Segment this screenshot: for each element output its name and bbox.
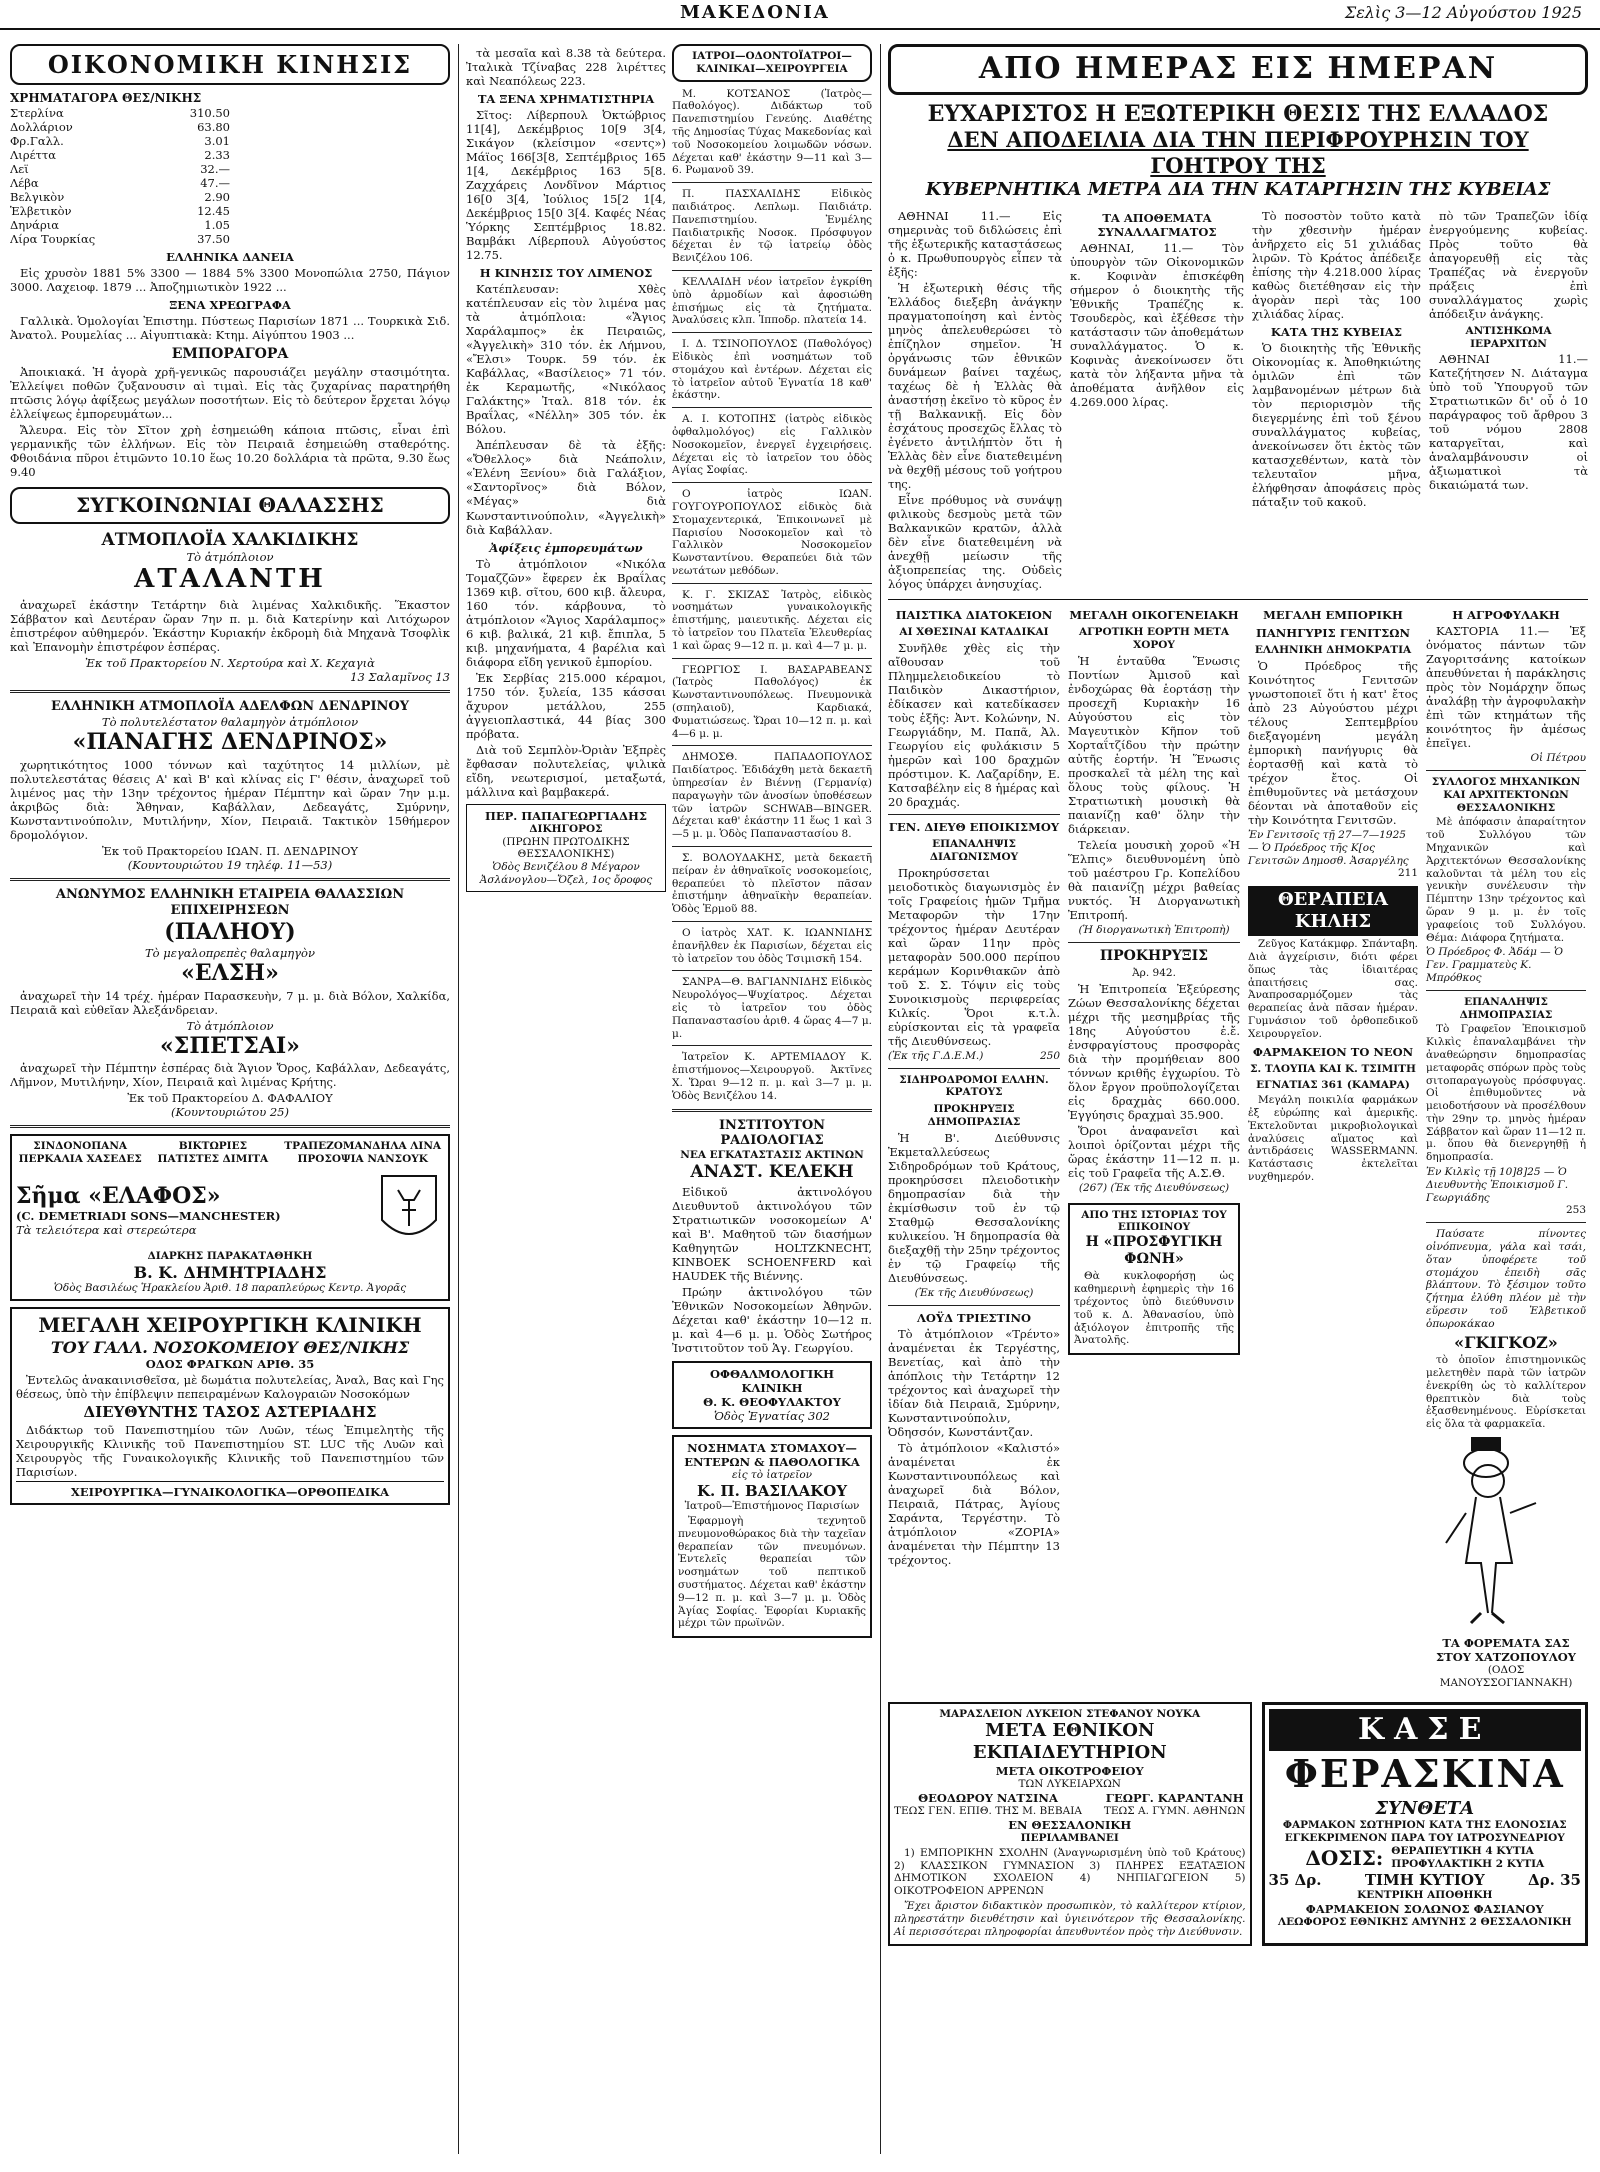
rate-value: 2.90 — [204, 189, 230, 204]
refugee-voice-text: Θὰ κυκλοφορήσῃ ὡς καθημερινὴ ἐφημερὶς τὴν 16 τρέχοντος ὑπὸ διεύθυνσιν τοῦ κ. Δ. Ἀθανασίου, ὑπὸ ἀξιόλογον ἐπιτροπῆς τῆς Ἀνατολῆς. — [1074, 1270, 1234, 1347]
lyceum-person-2-title: ΤΕΩΣ Α. ΓΥΜΝ. ΑΘΗΝΩΝ — [1103, 1805, 1246, 1818]
headline-1: ΕΥΧΑΡΙΣΤΟΣ Η ΕΞΩΤΕΡΙΚΗ ΘΕΣΙΣ ΤΗΣ ΕΛΛΑΔΟΣ — [927, 100, 1549, 127]
divider — [672, 583, 872, 584]
feraskina-dose-2: ΠΡΟΦΥΛΑΚΤΙΚΗ 2 ΚΥΤΙΑ — [1391, 1857, 1545, 1870]
divider — [672, 658, 872, 659]
rate-currency: Λεϊ — [10, 161, 29, 176]
ship3-address: (Κουντουριώτου 25) — [171, 1105, 289, 1120]
settlement-note: (Ἐκ τῆς Γ.Δ.Ε.Μ.) — [888, 1049, 984, 1062]
officers-text: ΑΘΗΝΑΙ 11.— Κατεζήτησεν Ν. Διάταγμα ὑπὸ τοῦ Ὑπουργοῦ τῶν Στρατιωτικῶν δι' οὗ ὁ 10 παράγραφος τοῦ ἄρθρου 3 τοῦ νόμου 2808 καταργεῖται, καὶ ἀναλαμβάνουσιν οἱ ἀξιωματικοὶ τὰ δικαιώματά των. — [1428, 352, 1588, 493]
doctor-entry: Ι. Δ. ΤΣΙΝΟΠΟΥΛΟΣ (Παθολόγος) Εἰδικὸς ἐπὶ νοσημάτων τοῦ στομάχου καὶ ἐντέρων. Δέχεται εἰς τὸ ἰατρεῖον αὐτοῦ Ἐγνατία 18 καθ' ἑκάστην. — [672, 338, 872, 402]
rate-row — [10, 148, 230, 162]
rate-row — [10, 120, 230, 134]
settlement-heading: ΓΕΝ. ΔΙΕΥΘ ΕΠΟΙΚΙΣΜΟΥ — [888, 820, 1060, 835]
gambling-heading: ΚΑΤΑ ΤΗΣ ΚΥΒΕΙΑΣ — [1270, 324, 1402, 339]
headline-2: ΔΕΝ ΑΠΟΔΕΙΛΙΑ ΔΙΑ ΤΗΝ ΠΕΡΙΦΡΟΥΡΗΣΙΝ ΤΟΥ ΓΟΗΤΡΟΥ ΤΗΣ — [947, 127, 1529, 179]
lyceum-text-2: Ἔχει ἄριστον διδακτικὸν προσωπικὸν, τὸ καλλίτερον κτίριον, πληρεστάτην διευθέτησιν καὶ ὑγιεινότερον τῆς Θεσσαλονίκης. Αἱ περισσότεραι πληροφορίαι ἀπευθυντέον πρὸς τὴν Διεύθυνσιν. — [894, 1899, 1246, 1938]
family-fest-note: (Ἡ διοργανωτικὴ Ἐπιτροπὴ) — [1078, 923, 1230, 936]
procurement-heading: ΠΡΟΚΗΡΥΞΙΣ — [1099, 947, 1209, 964]
rate-currency: Στερλίνα — [10, 105, 64, 120]
elafos-company: (C. DEMETRIADI SONS—MANCHESTER) — [16, 1209, 281, 1224]
page-date: Σελὶς 3—12 Αὐγούστου 1925 — [1344, 3, 1582, 22]
fair-signature: Ἐν Γενιτσοῖς τῇ 27—7—1925 — Ὁ Πρόεδρος τῆς Κ[ος Γενιτσῶν Δημοσθ. Ἀσαργέλης — [1248, 829, 1409, 867]
foreign-securities-heading: ΞΕΝΑ ΧΡΕΩΓΡΑΦΑ — [169, 298, 291, 313]
column-divider — [458, 44, 459, 2154]
clinic-director-text: Διδάκτωρ τοῦ Πανεπιστημίου τῶν Λυῶν, τέως Ἐπιμελητὴς τῆς Χειρουργικῆς Κλινικῆς τοῦ Πανεπιστημίου ST. LUC τῆς Λυῶν καὶ Χειρουργὸς τῆς Γυναικολογικῆς Κλινικῆς τοῦ Πανεπιστημίου τῶν Παρισίων. — [16, 1423, 444, 1480]
engineers-signature: Ὁ Πρόεδρος Φ. Ἀδάμ — Ὁ Γεν. Γραμματεὺς Κ. Μπρόθκος — [1426, 946, 1563, 984]
divider — [672, 182, 872, 183]
lawyer-name: ΠΕΡ. ΠΑΠΑΓΕΩΡΓΙΑΔΗΣ — [484, 808, 648, 823]
settlement-number: 250 — [1039, 1049, 1060, 1062]
reserves-heading: ΤΑ ΑΠΟΘΕΜΑΤΑ ΣΥΝΑΛΛΑΓΜΑΤΟΣ — [1097, 210, 1217, 239]
rate-value: 2.33 — [204, 147, 230, 162]
feraskina-depot: ΚΕΝΤΡΙΚΗ ΑΠΟΘΗΚΗ — [1357, 1888, 1493, 1901]
lyceum-sub: ΜΕΤΑ ΕΘΝΙΚΟΝ ΕΚΠΑΙΔΕΥΤΗΡΙΟΝ — [972, 1720, 1167, 1764]
ship3-company: (ΠΑΛΗΟΥ) — [164, 918, 296, 945]
clothes-line-3: (ΟΔΟΣ ΜΑΝΟΥΣΣΟΓΙΑΝΝΑΚΗ) — [1439, 1663, 1573, 1689]
foreign-securities-text: Γαλλικὰ. Ὁμολογίαι Ἐπιστημ. Πύστεως Παρισίων 1871 ... Τουρκικὰ Σιδ. Ἀνατολ. Ρουμελίας ... Αἰγυπτιακὰ: Κτημ. Αἰγύπτου 1903 ... — [10, 314, 450, 343]
clinic-subheading: ΤΟΥ ΓΑΛΛ. ΝΟΣΟΚΟΜΕΙΟΥ ΘΕΣ/ΝΙΚΗΣ — [50, 1337, 410, 1357]
doctor-entry: Κ. Γ. ΣΚΙΖΑΣ Ἰατρὸς, εἰδικὸς νοσημάτων γυναικολογικῆς ἐπιστήμης, μαιευτικῆς. Δέχεται εἰς τὸ ἰατρεῖον του Πλατεῖα Ἐλευθερίας 1 καὶ ὥρας 9—12 π. μ. καὶ 4—7 μ. μ. — [672, 588, 872, 652]
radiology-text: Εἰδικοῦ ἀκτινολόγου Διευθυντοῦ ἀκτινολόγου τῶν Στρατιωτικῶν νοσοκομείων Α' καὶ Β'. Μαθητοῦ τῶν διασήμων Καθηγητῶν HOLTZKNECHT, KINBOEK SCHOENFERD καὶ HAUDEK τῆς Βιέννης. — [672, 1184, 872, 1283]
clinic-text: Ἐντελῶς ἀνακαινισθεῖσα, μὲ δωμάτια πολυτελείας, Ἀναλ, Βας καὶ Γης θέσεως, ὑπὸ τὴν ἐπίβλεψιν πεπειραμένων Καλογραιῶν Νοσοκόμων — [16, 1373, 444, 1402]
page-header — [0, 0, 1600, 30]
doctor-entry: Ο ἰατρὸς ΧΑΤ. Κ. ΙΩΑΝΝΙΔΗΣ ἐπανῆλθεν ἐκ Παρισίων, δέχεται εἰς τὸ ἰατρεῖον του ὁδὸς Τσιμισκῆ 154. — [672, 927, 872, 965]
ship3-name: «ΕΛΣΗ» — [181, 959, 279, 986]
news-subcolumn-b — [1068, 604, 1240, 1690]
procurement-number: Ἀρ. 942. — [1132, 966, 1176, 979]
lawyer-title: ΔΙΚΗΓΟΡΟΣ — [529, 822, 603, 835]
clinic-director: ΔΙΕΥΘΥΝΤΗΣ ΤΑΣΟΣ ΑΣΤΕΡΙΑΔΗΣ — [83, 1403, 377, 1422]
rate-currency: Δολλάριον — [10, 119, 73, 134]
divider — [672, 1045, 872, 1046]
railway-sub: ΠΡΟΚΗΡΥΞΙΣ ΔΗΜΟΠΡΑΣΙΑΣ — [927, 1103, 1021, 1129]
lawyer-ad — [466, 804, 666, 892]
gingko-text: Παύσατε πίνοντες οἰνόπνευμα, γάλα καὶ τσάι, ὅταν ὑποφέρετε τοῦ στομάχου ἐπειδὴ σᾶς βλάπτουν. Τὸ ξέσιμον τοῦτο ζήτημα ἐλύθη πλέον μὲ τὴν εὕρεσιν τοῦ Ἑλβετικοῦ ὀπωροκάκαο — [1426, 1228, 1586, 1330]
fair-number: 211 — [1397, 867, 1418, 880]
doctor-entry: Μ. ΚΟΤΣΑΝΟΣ (Ἰατρὸς—Παθολόγος). Διδάκτωρ τοῦ Πανεπιστημίου Γενεύης. Διαθέτης τῆς Δημοσίας Τύχας Μακεδονίας καὶ τοῦ Νοσοκομείου λοιμωδῶν νόσων. Δέχεται καθ' ἑκάστην 9—11 καὶ 3—6. Ρωμανοῦ 39. — [672, 87, 872, 177]
doctors-list — [672, 88, 872, 1103]
family-fest-text-2: Τελεία μουσικὴ χοροῦ «Ἡ Ἕλπις» διευθυνομένη ὑπὸ τοῦ μαέστρου Γρ. Κοπελίδου θὰ παιανίζῃ μέχρι βαθείας νυκτός. Ἡ Διοργανωτικὴ Ἐπιτροπή. — [1068, 837, 1240, 922]
eye-clinic-ad — [672, 1361, 872, 1429]
doctor-entry: Σ. ΒΟΛΟΥΔΑΚΗΣ, μετὰ δεκαετῆ πείραν ἐν ἀθηναϊκοῖς νοσοκομείοις, θεραπεύει τὸ πλεῖστον πᾶσαν ἐπιστήμην ἀθηναϊκὴν θεραπείαν. Ὁδὸς Ἑρμοῦ 88. — [672, 852, 872, 916]
eye-clinic-heading: ΟΦΘΑΛΜΟΛΟΓΙΚΗ ΚΛΙΝΙΚΗ — [710, 1367, 834, 1396]
lower-news-row — [888, 599, 1588, 1690]
feraskina-sub: ΣΥΝΘΕΤΑ — [1375, 1797, 1475, 1819]
lead-text: ΑΘΗΝΑΙ 11.— Εἰς σημερινὰς τοῦ διδλώσεις ἐπὶ τῆς ἐξωτερικῆς καταστάσεως ὁ κ. Πρωθυπουργὸς εἶπεν τὰ ἑξῆς: — [888, 208, 1062, 279]
harbor-text: Κατέπλευσαν: Χθὲς κατέπλευσαν εἰς τὸν λιμένα μας τὰ ἀτμόπλοια: «Ἅγιος Χαράλαμπος» ἐκ Πειραιῶς, «Ἀγγελικὴ» 310 τόν. ἐκ Λήμνου, «Ἔλσι» Τουρκ. 59 τόν. ἐκ Καβάλλας, «Βασίλειος» 71 τόν. ἐκ Κεραμωτῆς, «Νικόλαος Γαλάκτης» Ἰταλ. 818 τόν. ἐκ Βραΐλας, «Νέλλη» 305 τόν. ἐκ Βόλου. — [466, 282, 666, 437]
harbor-text-2: Ἀπέπλευσαν δὲ τὰ ἐξῆς: «Ὄθελλος» διὰ Νεάπολιν, «Ἑλένη Ξενίου» διὰ Γαλάξιον, «Σαντορῖνος» διὰ Βόλον, «Μέγας» διὰ Κωνσταντινούπολιν, «Ἀγγελικὴ» διὰ Καβάλλαν. — [466, 438, 666, 537]
feraskina-price-b: Δρ. 35 — [1528, 1870, 1581, 1889]
clinic-footer: ΧΕΙΡΟΥΡΓΙΚΑ—ΓΥΝΑΙΚΟΛΟΓΙΚΑ—ΟΡΘΟΠΕΔΙΚΑ — [16, 1481, 444, 1499]
lyceum-text: 1) ΕΜΠΟΡΙΚΗΝ ΣΧΟΛΗΝ (Ἀναγνωρισμένη ὑπὸ τοῦ Κράτους) 2) ΚΛΑΣΣΙΚΟΝ ΓΥΜΝΑΣΙΟΝ 3) ΠΛΗΡΕΣ ΕΞΑΤΑΞΙΟΝ ΔΗΜΟΤΙΚΟΝ ΣΧΟΛΕΙΟΝ 4) ΝΗΠΙΑΓΩΓΕΙΟΝ 5) ΟΙΚΟΤΡΟΦΕΙΟΝ ΑΡΡΕΝΩΝ — [894, 1846, 1246, 1898]
ship3-sub: Τὸ μεγαλοπρεπὲς θαλαμηγὸν — [145, 945, 315, 960]
reserves-text: ΑΘΗΝΑΙ, 11.— Τὸν ὑπουργὸν τῶν Οἰκονομικῶν κ. Κοφινὰν ἐπισκέφθη σήμερον ὁ διοικητὴς τῆς Ἐθνικῆς Τραπέζης κ. Τσουδερὸς, καὶ ἐξέθεσε τὴν κατάστασιν τῶν ἀποθεμάτων συναλλάγματος. Ὁ κ. Κοφινὰς ἀνεκοίνωσεν ὅτι κατὰ τὸν λήξαντα μῆνα τὰ ἀποθέματα ἀνῆλθον εἰς 4.269.000 λίρας. — [1069, 240, 1244, 409]
surgical-clinic-ad — [10, 1307, 450, 1505]
ship2-heading: ΕΛΛΗΝΙΚΗ ΑΤΜΟΠΛΟΪΑ ΑΔΕΛΦΩΝ ΔΕΝΔΡΙΝΟΥ — [50, 699, 410, 715]
divider — [672, 270, 872, 271]
news-area — [888, 44, 1588, 2164]
doctor-entry: ΓΕΩΡΓΙΟΣ Ι. ΒΑΣΑΡΑΒΕΑΝΣ (Ἰατρὸς Παθολόγος) ἐκ Κωνσταντινουπόλεως. Πνευμονικὰ (σπηλαιοῦ), Καρδιακά, Φυματιώσεως. Ὥραι 10—12 π. μ. καὶ 4—6 μ. μ. — [672, 663, 872, 740]
elafos-ad — [10, 1134, 450, 1301]
railway-note: (Ἐκ τῆς Διευθύνσεως) — [914, 1286, 1034, 1299]
bottom-ads-row — [888, 1696, 1588, 1953]
lyceum-person-1: ΘΕΟΔΩΡΟΥ ΝΑΤΣΙΝΑ — [918, 1791, 1058, 1806]
cargo-heading: Ἀφίξεις ἐμπορευμάτων — [489, 540, 643, 555]
rate-value: 37.50 — [197, 232, 230, 247]
fair-text: Ὁ Πρόεδρος τῆς Κοινότητος Γενιτσῶν γνωστοποιεῖ ὅτι ἡ κατ' ἔτος ἀπὸ 23 Αὐγούστου μέχρι τέλους Σεπτεμβρίου διεξαγομένη μεγάλη ἐμπορικὴ πανήγυρις θὰ ἑορτασθῇ καὶ κατὰ τὸ τρέχον ἔτος. Οἱ ἐπιθυμοῦντες νὰ μετάσχουν δέονται νὰ ἀποταθοῦν εἰς τὴν Κοινότητα Γενιτσῶν. — [1248, 658, 1418, 828]
feraskina-brand: ΦΕΡΑΣΚΙΝΑ — [1284, 1751, 1565, 1797]
trade-heading: ΕΜΠΟΡΑΓΟΡΑ — [171, 346, 289, 363]
auction-signature: Ἐν Κιλκὶς τῇ 10]8]25 — Ὁ Διευθυντὴς Ἐποικισμοῦ Γ. Γεωργιάδης — [1426, 1166, 1569, 1204]
clothes-line-2: ΣΤΟΥ ΧΑΤΖΟΠΟΥΛΟΥ — [1436, 1649, 1576, 1664]
gingko-name: «ΓΚΙΓΚΟΖ» — [1454, 1332, 1558, 1352]
pharmacy-owners: Σ. ΤΛΟΥΠΑ ΚΑΙ Κ. ΤΣΙΜΙΤΗ — [1250, 1062, 1416, 1075]
rate-row — [10, 190, 230, 204]
lyceum-person-1-title: ΤΕΩΣ ΓΕΝ. ΕΠΙΘ. ΤΗΣ Μ. ΒΕΒΑΙΑ — [894, 1805, 1082, 1818]
vasilakos-sub: εἰς τὸ ἰατρεῖον — [731, 1469, 813, 1482]
elafos-dealer: Β. Κ. ΔΗΜΗΤΡΙΑΔΗΣ — [133, 1262, 327, 1282]
lyceum-heading: ΜΑΡΑΣΛΕΙΟΝ ΛΥΚΕΙΟΝ ΣΤΕΦΑΝΟΥ ΝΟΥΚΑ — [939, 1707, 1201, 1720]
divider — [672, 846, 872, 847]
bonds-heading: ΕΛΛΗΝΙΚΑ ΔΑΝΕΙΑ — [166, 250, 294, 265]
divider — [672, 745, 872, 746]
auction-heading: ΕΠΑΝΑΛΗΨΙΣ ΔΗΜΟΠΡΑΣΙΑΣ — [1459, 995, 1553, 1021]
feraskina-pharmacy: ΦΑΡΜΑΚΕΙΟΝ ΣΟΛΩΝΟΣ ΦΑΣΙΑΝΟΥ — [1305, 1901, 1544, 1916]
elafos-products-3: ΤΡΑΠΕΖΟΜΑΝΔΗΛΑ ΛΙΝΑ ΠΡΟΣΟΨΙΑ ΝΑΝΣΟΥΚ — [284, 1140, 442, 1166]
rate-value: 47.— — [200, 175, 230, 190]
fair-sub: ΠΑΝΗΓΥΡΙΣ ΓΕΝΙΤΣΩΝ — [1256, 626, 1410, 641]
doctor-entry: Π. ΠΑΣΧΑΛΙΔΗΣ Εἰδικὸς παιδιάτρος. Λεπλωμ. Παιδιάτρ. Πανεπιστημίου. Ἐνμέλης Παιδιατρικῆς Νοσοκ. Πρόσφυγον δέχεται ἐν τῷ ἰατρείῳ ὁδὸς Βενιζέλου 106. — [672, 188, 872, 265]
gambling-text: Ὁ διοικητὴς τῆς Ἐθνικῆς Οἰκονομίας κ. Ἀποθηκιώτης ὁμιλῶν ἐπὶ τῶν λαμβανομένων μέτρων διὰ τὸν περιορισμὸν τῆς διεγερμένης ἐπὶ τοῦ ξένου συναλλάγματος κυβείας, ἀνεκοίνωσεν ὅτι ἐκτὸς τῶν κατασχεθέντων, κατὰ τὸν τελευταῖον μῆνα, ἐλήφθησαν ἀποφάσεις πρὸς πάταξιν τοῦ κακοῦ. — [1251, 340, 1421, 509]
gingko-text-2: τὸ ὁποῖον ἐπιστημονικῶς μελετηθὲν παρὰ τῶν ἰατρῶν ἐνεκρίθη ὡς τὸ καλλίτερον θρεπτικὸν διὰ τοὺς ἐξασθενημένους. Εὑρίσκεται εἰς ὅλα τὰ φαρμακεῖα. — [1426, 1354, 1586, 1431]
market-continuation: τὰ μεσαῖα καὶ 8.38 τὰ δεύτερα. Ἰταλικὰ Τζίναβας 228 λιρέττες καὶ Νεαπόλεως 223. — [466, 46, 666, 89]
rate-currency: Λίρα Τουρκίας — [10, 232, 96, 247]
rate-currency: Λιρέττα — [10, 147, 57, 162]
procurement-note: (267) (Ἐκ τῆς Διευθύνσεως) — [1078, 1181, 1230, 1194]
radiology-doctor: ΑΝΑΣΤ. ΚΕΛΕΚΗ — [690, 1162, 854, 1183]
ship1-address: 13 Σαλαμῖνος 13 — [350, 670, 450, 685]
ship3-text: ἀναχωρεῖ τὴν 14 τρέχ. ἡμέραν Παρασκευὴν, 7 μ. μ. διὰ Βόλον, Χαλκίδα, Πειραιᾶ καὶ εὐθεῖαν Ἀλεξάνδρειαν. — [10, 988, 450, 1017]
news-banner: ΑΠΟ ΗΜΕΡΑΣ ΕΙΣ ΗΜΕΡΑΝ — [888, 44, 1588, 95]
rate-row — [10, 204, 230, 218]
divider — [672, 332, 872, 333]
juvenile-court-sub: ΑΙ ΧΘΕΣΙΝΑΙ ΚΑΤΑΔΙΚΑΙ — [899, 626, 1049, 639]
rate-currency: Ἑλβετικὸν — [10, 204, 72, 218]
radiology-text-2: Πρώην ἀκτινολόγου τῶν Ἐθνικῶν Νοσοκομείων Ἀθηνῶν. Δέχεται καθ' ἑκάστην 10—12 π. μ. καὶ 4—6 μ. μ. Ὁδὸς Σωτήρος Ἰνστιτοῦτον τοῦ Ἁγ. Γεωργίου. — [672, 1284, 872, 1355]
trieste-heading: ΛΟΫΔ ΤΡΙΕΣΤΙΝΟ — [916, 1310, 1032, 1325]
auction-number: 253 — [1565, 1204, 1586, 1217]
lyceum-person-2: ΓΕΩΡΓ. ΚΑΡΑΝΤΑΝΗ — [1105, 1791, 1244, 1806]
lyceum-ad — [888, 1702, 1252, 1947]
elafos-mark: Σῆμα «ΕΛΑΦΟΣ» — [16, 1182, 221, 1209]
cargo-text: Τὸ ἀτμόπλοιον «Νικόλα Τομαζζῶν» ἔφερεν ἐκ Βραΐλας 1369 κιβ. σῖτου, 600 κιβ. ἄλευρα, 160 τόν. κάρβουνα, τὸ ἀτμόπλοιον «Ἅγιος Χαράλαμπος» 6 κιβ. βαλικά, 21 κιβ. ἔπιπλα, 5 κιβ. μηχανήματα, 4 βαρέλια καὶ διάφορα εἴδη γενικοῦ ἐμπορίου. — [466, 556, 666, 669]
ship1-agent: Ἐκ τοῦ Πρακτορείου Ν. Χερτούρα καὶ Χ. Κεχαγιὰ — [85, 656, 375, 671]
ship3-name-2: «ΣΠΕΤΣΑΙ» — [160, 1032, 300, 1059]
ship1-text: ἀναχωρεῖ ἑκάστην Τετάρτην διὰ λιμένας Χαλκιδικῆς. Ἕκαστον Σάββατον καὶ Δευτέραν ὥραν 7ην π. μ. διὰ Κατερίνην καὶ Λιτόχωρον ἐπιστρέφον αὐθημερόν. Ἑκάστην Κυριακήν ἐκδρομὴ διὰ Μηχανὰ Τσοφλὶκ καὶ Ἐπανομὴν ἐπιστρέφον ἑσπέρας. — [10, 598, 450, 655]
settlement-text: Προκηρύσσεται μειοδοτικὸς διαγωνισμὸς ἐν τοῖς Γραφείοις ἡμῶν Τμῆμα Μεταφορῶν τὴν 17ην τρέχοντος ἡμέραν Δευτέραν καὶ ὥραν 11ην πρὸς μεταφορὰν 500.000 περίπου κεράμων Κορινθιακῶν ἀπὸ τοῦ Σ. Σ. Τόψιν εἰς τοὺς Συνοικισμοὺς περιφερείας Κιλκίς. Ὅροι κ.τ.λ. εὑρίσκονται εἰς τὰ γραφεῖα τῆς Διευθύνσεως. — [888, 865, 1060, 1048]
ship2-name: «ΠΑΝΑΓΗΣ ΔΕΝΔΡΙΝΟΣ» — [72, 729, 388, 756]
clinic-heading: ΜΕΓΑΛΗ ΧΕΙΡΟΥΡΓΙΚΗ ΚΛΙΝΙΚΗ — [38, 1313, 422, 1338]
cargo-text-3: Διὰ τοῦ Σεμπλὸν-Ὀριὰν Ἐξπρὲς ἔφθασαν πολυτελείας, ψιλικὰ εἴδη, νεωτερισμοί, μεταξωτά, μάλλινα καὶ βαμβακερά. — [466, 742, 666, 799]
column-economy — [10, 44, 450, 2164]
rate-row — [10, 232, 230, 246]
exchange-rates-table — [10, 106, 230, 246]
divider — [672, 407, 872, 408]
refugee-voice-head: ΑΠΟ ΤΗΣ ΙΣΤΟΡΙΑΣ ΤΟΥ ΕΠΙΚΟΙΝΟΥ — [1081, 1208, 1227, 1234]
dandy-figure-icon — [1426, 1433, 1576, 1633]
elafos-products — [16, 1140, 444, 1166]
feraskina-price-a: 35 Δρ. — [1268, 1870, 1322, 1889]
section-economy-title: ΟΙΚΟΝΟΜΙΚΗ ΚΙΝΗΣΙΣ — [10, 44, 450, 85]
doctor-entry: ΚΕΛΛΑΙΔΗ νέον ἰατρεῖον ἐγκρίθη ὑπὸ ἀρμοδίων καὶ ἀφοσιώθη ἐπισήμως εἰς τὰ ζητήματα. Ἀναλύσεις κλπ. Ἰπποδρ. πλατεία 14. — [672, 275, 872, 327]
rate-currency: Βελγικὸν — [10, 189, 65, 204]
rate-value: 3.01 — [204, 133, 230, 148]
feraskina-address: ΛΕΩΦΟΡΟΣ ΕΘΝΙΚΗΣ ΑΜΥΝΗΣ 2 ΘΕΣΣΑΛΟΝΙΚΗ — [1278, 1915, 1572, 1928]
vasilakos-doctor: Κ. Π. ΒΑΣΙΛΑΚΟΥ — [696, 1481, 848, 1500]
harbor-heading: Η ΚΙΝΗΣΙΣ ΤΟΥ ΛΙΜΕΝΟΣ — [479, 266, 653, 281]
vasilakos-ad — [672, 1435, 872, 1638]
news-subcolumn-a — [888, 604, 1060, 1690]
elafos-depot: ΔΙΑΡΚΗΣ ΠΑΡΑΚΑΤΑΘΗΚΗ — [147, 1250, 313, 1263]
rate-value: 12.45 — [197, 204, 230, 218]
market-heading: ΧΡΗΜΑΤΑΓΟΡΑ ΘΕΣ/ΝΙΚΗΣ — [10, 91, 202, 106]
refugee-voice-ad — [1068, 1203, 1240, 1356]
medical-section-heading: ΙΑΤΡΟΙ—ΟΔΟΝΤΟΪΑΤΡΟΙ—ΚΛΙΝΙΚΑΙ—ΧΕΙΡΟΥΡΓΕΙΑ — [672, 44, 872, 82]
ship3-sub-2: Τὸ ἀτμόπλοιον — [186, 1018, 274, 1033]
ship2-agent: Ἐκ τοῦ Πρακτορείου ΙΩΑΝ. Π. ΔΕΝΔΡΙΝΟΥ — [102, 844, 358, 859]
auction-text: Τὸ Γραφεῖον Ἐποικισμοῦ Κιλκὶς ἐπαναλαμβάνει τὴν ἀναθεώρησιν δημοπρασίας μεταφορᾶς σπόρων πρὸς τοὺς σιτοπαραγωγοὺς πρόσφυγας. Οἱ ἐπιθυμοῦντες νὰ μειοδοτήσουν νὰ προσέλθουν τὴν 29ην τρ. μηνὸς ἡμέραν Σάββατον καὶ ὥραν 11—12 π. μ. ὅπου θὰ διενεργηθῇ ἡ δημοπρασία. — [1426, 1023, 1586, 1164]
elafos-address: Ὁδὸς Βασιλέως Ἡρακλείου Ἀριθ. 18 παραπλεύρως Κεντρ. Ἀγορᾶς — [53, 1282, 407, 1295]
rate-value: 32.— — [200, 161, 230, 176]
doctor-entry: Ο ἰατρὸς ΙΩΑΝ. ΓΟΥΓΟΥΡΟΠΟΥΛΟΣ εἰδικὸς διὰ Στομαχεντερικά, Ἐπικοινωνεῖ μὲ Παρισίου Νοσοκομεῖον καὶ τὸ Γαλλικὸν Νοσοκομεῖον Κωνσταντίνου. Θεραπεύει διὰ τῶν νεωτάτων μεθόδων. — [672, 488, 872, 577]
bonds-text: Εἰς χρυσὸν 1881 5% 3300 — 1884 5% 3300 Μονοπώλια 2750, Πάγιον 3000. Λαχειοφ. 1879 ... Ἀποζημιωτικὸν 1922 ... — [10, 266, 450, 295]
railway-text: Ἡ Β'. Διεύθυνσις Ἐκμεταλλεύσεως Σιδηροδρόμων τοῦ Κράτους, προκηρύσσει πλειοδοτικὴν δημοπρασίαν διὰ τὴν ἐκμίσθωσιν τοῦ ἐν τῷ Σταθμῷ Θεσσαλονίκης κυλικείου. Ἡ δημοπρασία θὰ διεξαχθῇ τὴν 25ην τρέχοντος ἐν τῷ Γραφείῳ τῆς Διευθύνσεως. — [888, 1130, 1060, 1285]
doctor-entry: Ἰατρεῖον Κ. ΑΡΤΕΜΙΑΔΟΥ Κ. ἐπιστήμονος—Χειρουργοῦ. Ἀκτῖνες Χ. Ὥραι 9—12 π. μ. καὶ 3—7 μ. μ. Ὁδὸς Βενιζέλου 14. — [672, 1051, 872, 1102]
reserves-text-2: Τὸ ποσοστὸν τοῦτο κατὰ τὴν χθεσινὴν ἡμέραν ἀνῆρχετο εἰς 51 χιλιάδας λιρῶν. Τὸ Κράτος ἀπέδειξε ἐπίσης τὴν 4.218.000 λίρας καθὼς διετέθησαν εἰς τὴν ἀγορὰν περὶ τὰς 100 χιλιάδας λίρας. — [1251, 208, 1421, 321]
trieste-text: Τὸ ἀτμόπλοιον «Τρέντο» ἀναμένεται ἐκ Τεργέστης, Βενετίας, καὶ ἀπὸ τὴν ἀπόπλοις τὴν Τετάρτην 12 τρέχοντος καὶ ἀναχωρεῖ τὴν ἰδίαν διὰ Πειραιᾶ, Σμύρνην, Κωνσταντινούπολιν, Ὀδησσόν, Κωνστάντζαν. — [888, 1326, 1060, 1439]
ship3-text-2: ἀναχωρεῖ τὴν Πέμπτην ἑσπέρας διὰ Ἅγιον Ὄρος, Καβάλλαν, Δεδεαγάτς, Λῆμνον, Μυτιλήνην, Χίον, Πειραιᾶ καὶ λιμένας Κρήτης. — [10, 1061, 450, 1090]
officers-heading: ΑΝΤΙΣΗΚΩΜΑ ΙΕΡΑΡΧΙΤΩΝ — [1465, 324, 1552, 350]
pharmacy-address: ΕΓΝΑΤΙΑΣ 361 (ΚΑΜΑΡΑ) — [1256, 1079, 1410, 1092]
deer-emblem-icon — [374, 1170, 444, 1250]
lead-story-row — [888, 207, 1588, 593]
procurement-text: Ἡ Ἐπιτροπεία Ἐξεύρεσης Ζώων Θεσσαλονίκης δέχεται μέχρι τῆς μεσημβρίας τῆς 18ης Αὐγούστου ἐ.ἔ. ἐνσφραγίστους προσφορὰς διὰ τὴν προμήθειαν 800 τόννων κριθῆς ἐγχωρίου. Τὸ ὅλον ἔργον προϋπολογίζεται εἰς δραχμὰς 660.000. Ἐγγύησις δραχμαὶ 35.900. — [1068, 981, 1240, 1122]
juvenile-court-text: Συνῆλθε χθὲς εἰς τὴν αἴθουσαν τοῦ Πλημμελειοδικείου τὸ Παιδικὸν Δικαστήριον, ἐδίκασεν καὶ κατεδίκασεν τοὺς ἑξῆς: Ἀντ. Κολώνην, Ν. Γεωργιάδην, Μ. Παπᾶ, Ἀλ. Γεωργίου εἰς φυλάκισιν 5 ἡμερῶν καὶ 100 δραχμῶν πρόστιμον. Κ. Λαζαρίδην, Ε. Κατσαβέλην εἰς 8 ἡμέρας καὶ 20 δραχμάς. — [888, 640, 1060, 809]
fair-sub-2: ΕΛΛΗΝΙΚΗ ΔΗΜΟΚΡΑΤΙΑ — [1254, 644, 1412, 657]
rate-row — [10, 218, 230, 232]
rate-currency: Δηνάρια — [10, 218, 59, 233]
juvenile-court-heading: ΠΑΙΣΤΙΚΑ ΔΙΑΤΟΚΕΙΟΝ — [895, 608, 1053, 623]
rate-row — [10, 134, 230, 148]
eye-clinic-address: Ὁδὸς Ἐγνατίας 302 — [714, 1409, 830, 1424]
feraskina-dose-1: ΘΕΡΑΠΕΥΤΙΚΗ 4 ΚΥΤΙΑ — [1391, 1845, 1534, 1858]
clinic-address: ΟΔΟΣ ΦΡΑΓΚΩΝ ΑΡΙΘ. 35 — [145, 1357, 315, 1372]
pharmacy-heading: ΦΑΡΜΑΚΕΙΟΝ ΤΟ ΝΕΟΝ — [1252, 1044, 1414, 1059]
cargo-text-2: Ἐκ Σερβίας 215.000 κέραμοι, 1750 τόν. ξυλεία, 135 κάσσαι ἄχυρον μετάλλου, 255 ἀγγειοπλαστικά, 44 βίας 300 πρόβατα. — [466, 670, 666, 741]
vasilakos-heading: ΝΟΣΗΜΑΤΑ ΣΤΟΜΑΧΟΥ—ΕΝΤΕΡΩΝ & ΠΑΘΟΛΟΓΙΚΑ — [684, 1441, 860, 1470]
rate-value: 63.80 — [197, 119, 230, 134]
foreign-exchanges-heading: ΤΑ ΞΕΝΑ ΧΡΗΜΑΤΙΣΤΗΡΙΑ — [477, 92, 655, 107]
feraskina-price-label: ΤΙΜΗ ΚΥΤΙΟΥ — [1364, 1870, 1485, 1889]
hernia-text: Ζεῦγος Κατάκμφρ. Σπάνταβη. Διὰ ἀγχείρισιν, διότι φέρει ὅπως τὰς ἰδιαιτέρας ἀπαιτήσεις σας. Ἀναπροσαρμόζομεν τὰς θεραπείας ἀνὰ πᾶσαν ἡμέραν. Γυμνάσιον τοῦ ὀρθοπεδικοῦ Χειρουργεῖον. — [1248, 938, 1418, 1040]
rate-value: 310.50 — [189, 105, 230, 120]
radiology-sub: ΝΕΑ ΕΓΚΑΤΑΣΤΑΣΙΣ ΑΚΤΙΝΩΝ — [680, 1149, 864, 1162]
vasilakos-sub-2: Ἰατροῦ—Ἐπιστήμονος Παρισίων — [684, 1500, 860, 1513]
feraskina-line-2: ΕΓΚΕΚΡΙΜΕΝΟΝ ΠΑΡΑ ΤΟΥ ΙΑΤΡΟΣΥΝΕΔΡΙΟΥ — [1284, 1832, 1565, 1845]
lyceum-sub-2: ΜΕΤΑ ΟΙΚΟΤΡΟΦΕΙΟΥ — [995, 1764, 1144, 1779]
agro-guard-signature: Οἱ Πέτρου — [1530, 752, 1586, 765]
fair-heading: ΜΕΓΑΛΗ ΕΜΠΟΡΙΚΗ — [1263, 608, 1403, 623]
trade-text: Ἀποικιακά. Ἡ ἀγορὰ χρῆ-γενικῶς παρουσιάζει μεγάλην στασιμότητα. Ἐλλείψει ποθῶν ζυξανουσιν αὶ τιμαὶ. Εἰς τὰς ζυχαρίνας παρατηρήθη πτῶσις λόγῳ ἀφίξεως μεγάλων ποσοτήτων. Εἰς τὸ δεύτερον ἔρχεται λόγῳ ἐλλείψεως ἐμπορευμάτων... — [10, 365, 450, 422]
clothes-line-1: ΤΑ ΦΟΡΕΜΑΤΑ ΣΑΣ — [1442, 1635, 1570, 1650]
newspaper-name: ΜΑΚΕΔΟΝΙΑ — [680, 2, 830, 23]
family-fest-text: Ἡ ἑνταῦθα Ἕνωσις Ποντίων Ἀμισοῦ καὶ ἐνδοχώρας θὰ ἑορτάσῃ τὴν προσεχῆ Κυριακὴν 16 Αὐγούστου εἰς τὸν Μαγευτικὸν Κῆπον τοῦ Χορταΐτζίδου τὴν πρώτην αὐτῆς ἑορτήν. Ἡ Ἕνωσις προσκαλεῖ τὰ μέλη της καὶ ὅλους τοὺς φίλους. Ἡ Στρατιωτικὴ μουσικὴ θὰ παιανίζῃ καθ' ὅλην τὴν διάρκειαν. — [1068, 653, 1240, 836]
kase-name: ΚΑΣΕ — [1269, 1709, 1581, 1752]
column-harbor-medical — [466, 44, 666, 1494]
column-divider — [880, 44, 881, 2154]
divider — [672, 921, 872, 922]
rate-row — [10, 176, 230, 190]
pharmacy-text: Μεγάλη ποικιλία φαρμάκων ἐξ εὐρώπης καὶ ἀμερικῆς. Ἐκτελοῦνται μικροβιολογικαὶ ἀναλύσεις αἵματος καὶ ἀντιδράσεις WASSERMANN. Κατάστασις ἐκτελεῖται νυχθημερόν. — [1248, 1094, 1418, 1183]
engineers-heading: ΣΥΛΛΟΓΟΣ ΜΗΧΑΝΙΚΩΝ ΚΑΙ ΑΡΧΙΤΕΚΤΟΝΩΝ ΘΕΣΣΑΛΟΝΙΚΗΣ — [1431, 775, 1581, 814]
divider — [672, 970, 872, 971]
shipping-section-title: ΣΥΓΚΟΙΝΩΝΙΑΙ ΘΑΛΑΣΣΗΣ — [10, 487, 450, 523]
lead-text-3: Εἶνε πρόθυμος νὰ συνάψῃ φιλικοὺς δεσμοὺς μετὰ τῶν Βαλκανικῶν κρατῶν, ἀλλὰ δὲν εἶνε διατεθειμένη νὰ ἀνεχθῇ μείωσιν τῆς ἀξιοπρεπείας της. Οὐδεὶς λόγος ὑπάρχει ἀνησυχίας. — [888, 492, 1062, 591]
rate-row — [10, 106, 230, 120]
radiology-heading: ΙΝΣΤΙΤΟΥΤΟΝ ΡΑΔΙΟΛΟΓΙΑΣ — [718, 1117, 826, 1149]
family-fest-heading: ΜΕΓΑΛΗ ΟΙΚΟΓΕΝΕΙΑΚΗ — [1069, 608, 1239, 623]
lawyer-address: Ὁδὸς Βενιζέλου 8 Μέγαρον Ἀσλάνογλου—Ὄζελ, 1ος ὄροφος — [479, 861, 653, 887]
elafos-products-2: ΒΙΚΤΩΡΙΕΣ ΠΑΤΙΣΤΕΣ ΔΙΜΙΤΑ — [157, 1140, 269, 1166]
elafos-note: Τὰ τελειότερα καὶ στερεώτερα — [16, 1223, 197, 1238]
ship2-text: χωρητικότητος 1000 τόννων καὶ ταχύτητος 14 μιλλίων, μὲ πολυτελεστάτας θέσεις Α' καὶ Β' καὶ κλίνας εἰς Γ' θέσιν, ἀναχωρεῖ τοῦ λιμένος μας τὴν 13ην τρέχοντος ἡμέραν Πέμπτην καὶ ὥραν 7ην μ.μ. ἀκριβῶς διὰ: Ἄθηναν, Καβάλλαν, Δεδεαγάτς, Σμύρνην, Κωνσταντινούπολιν, Μυτιλήνην, Χίον, Πειραιᾶ. Τακτικὸν 15θήμερον δρομολόγιον. — [10, 758, 450, 843]
column-doctors — [672, 44, 872, 2164]
news-subcolumn-d — [1426, 604, 1586, 1690]
lyceum-includes: ΠΕΡΙΛΑΜΒΑΝΕΙ — [1020, 1831, 1119, 1844]
hernia-heading: ΘΕΡΑΠΕΙΑ ΚΗΛΗΣ — [1248, 886, 1418, 936]
doctor-entry: Α. Ι. ΚΟΤΟΠΗΣ (ἰατρὸς εἰδικὸς ὀφθαλμολόγος) εἰς Γαλλικὸν Νοσοκομεῖον, ἐνεργεῖ ἐγχειρήσεις. Δέχεται εἰς τὸ ἰατρεῖον του ὁδὸς Αγίας Σοφίας. — [672, 413, 872, 477]
rate-currency: Λέβα — [10, 175, 39, 190]
ship2-sub: Τὸ πολυτελέστατον θαλαμηγὸν ἀτμόπλοιον — [101, 715, 359, 730]
vasilakos-text: Ἐφαρμογὴ τεχνητοῦ πνευμονοθώρακος διὰ τὴν ταχεῖαν θεραπείαν τῶν πνευμόνων. Ἐντελεῖς θεραπείαι τῶν νοσημάτων τοῦ πεπτικοῦ συστήματος. Δέχεται καθ' ἑκάστην 9—12 π. μ. καὶ 3—7 μ. μ. Ὁδὸς Ἁγίας Σοφίας. Ἐφορίαι Κυριακῆς μέχρι τῶν πρωϊνῶν. — [678, 1515, 866, 1630]
lawyer-sub: (ΠΡΩΗΝ ΠΡΩΤΟΔΙΚΗΣ ΘΕΣΣΑΛΟΝΙΚΗΣ) — [502, 835, 630, 861]
doctor-entry: ΔΗΜΟΣΘ. ΠΑΠΑΔΟΠΟΥΛΟΣ Παιδίατρος. Ἐδιδάχθη μετὰ δεκαετῆ ὑπηρεσίαν ἐν Βιέννῃ (Γερμανίᾳ) παραγωγὴν τῶν ἀνοσίων ὑποθέσεων τῶν ἰατρῶν SCHWAB—BINGER. Δέχεται καθ' ἑκάστην 11 ἕως 1 καὶ 3—5 μ. μ. Ὁδὸς Παπαναστασίου 8. — [672, 751, 872, 841]
eye-clinic-doctor: Θ. Κ. ΘΕΟΦΥΛΑΚΤΟΥ — [703, 1395, 841, 1410]
ship1-heading: ΑΤΜΟΠΛΟΪΑ ΧΑΛΚΙΔΙΚΗΣ — [101, 529, 359, 550]
ship1-sub: Τὸ ἀτμόπλοιον — [186, 550, 274, 565]
ship3-agent: Ἐκ τοῦ Πρακτορείου Δ. ΦΑΦΑΛΙΟΥ — [127, 1091, 333, 1106]
gambling-text-2: πὸ τῶν Τραπεζῶν ἰδίᾳ ἐνεργούμενης κυβείας. Πρὸς τοῦτο θὰ ἀπαγορευθῇ εἰς τὰς Τραπέζας νὰ ἐνεργοῦν πράξεις ἐπὶ συναλλάγματος χωρὶς ἀπόδειξιν ἀνάγκης. — [1428, 208, 1588, 321]
lyceum-city: ΕΝ ΘΕΣΣΑΛΟΝΙΚΗ — [1008, 1817, 1132, 1832]
lyceum-sub-3: ΤΩΝ ΛΥΚΕΙΑΡΧΩΝ — [1018, 1778, 1121, 1791]
trade-text-2: Ἄλευρα. Εἰς τὸν Σῖτον χρὴ ἐσημειώθη κάποια πτῶσις, εἶναι ἐπὶ γερμανικῆς τῶν ἐλλήνων. Εἰς τὸν Πειραιᾶ ἐσημειώθη σταθερότης. Φθοιδάνια πῦροι ἐτιμῶντο 10.10 ἕως 10.20 δολλάρια τὰ πρῶτα, 9.30 ἕως 9.40 — [10, 423, 450, 480]
trieste-text-2: Τὸ ἀτμόπλοιον «Καλιστό» ἀναμένεται ἐκ Κωνσταντινουπόλεως καὶ ἀναχωρεῖ διὰ Βόλον, Πειραιᾶ, Πάτρας, Ἀγίους Σαράντα, Τεργέστην. Τὸ ἀτμόπλοιον «ΖΟΡΙΑ» ἀναμένεται τὴν Πέμπτην 13 τρέχοντος. — [888, 1440, 1060, 1568]
settlement-sub: ΕΠΑΝΑΛΗΨΙΣ ΔΙΑΓΩΝΙΣΜΟΥ — [929, 838, 1019, 863]
rate-currency: Φρ.Γαλλ. — [10, 133, 64, 148]
rate-row — [10, 162, 230, 176]
feraskina-ad — [1262, 1702, 1588, 1947]
family-fest-sub: ΑΓΡΟΤΙΚΗ ΕΟΡΤΗ ΜΕΤΑ ΧΟΡΟΥ — [1078, 626, 1230, 651]
divider — [672, 482, 872, 483]
feraskina-line-1: ΦΑΡΜΑΚΟΝ ΣΩΤΗΡΙΟΝ ΚΑΤΑ ΤΗΣ ΕΛΟΝΟΣΙΑΣ — [1282, 1819, 1567, 1832]
engineers-text: Μὲ ἀπόφασιν ἀπαραίτητον τοῦ Συλλόγου τῶν Μηχανικῶν καὶ Ἀρχιτεκτόνων Θεσσαλονίκης καλοῦνται τὰ μέλη του εἰς γενικὴν συνέλευσιν τὴν Πέμπτην 13ην τρέχοντος καὶ ὥραν 9 μ. μ. ἐν τοῖς γραφείοις τοῦ Συλλόγου. Θέμα: Διάφορα ζητήματα. — [1426, 816, 1586, 944]
ship1-name: ΑΤΑΛΑΝΤΗ — [134, 564, 326, 595]
lead-text-2: Ἡ ἐξωτερικὴ θέσις τῆς Ἑλλάδος διεξεβη ἀνάγκην πραγματοποίηση καὶ ἐντὸς μηνὸς ἀπελευθερώσει τὸ ἐπίζηλον σημεῖον. Ἡ ὀργάνωσις τῶν ἐθνικῶν δυνάμεων βαίνει ταχέως, ταχέως δὲ ἡ Ἑλλὰς θὰ ἀναστήσῃ ἐκεῖνο τὸ κῦρος ἐν τῇ Βαλκανικῇ. Εἰς δὸν ἐσχάτους προσεχῶς ἔλλας τὸ ἐγένετο ἀντιλήπτὸν ὅτι ἡ Ἑλλὰς δὲν εἶνε διατεθειμένη νὰ θεχθῇ μέσους τοῦ γοήτρου της. — [888, 280, 1062, 491]
procurement-text-2: Ὅροι ἀναφανεῖσι καὶ λοιποὶ ὁρίζονται μέχρι τῆς ὥρας ἑκάστην 11—12 π. μ. εἰς τοῦ Γραφεῖα τῆς Α.Σ.Θ. — [1068, 1123, 1240, 1180]
headline-3: ΚΥΒΕΡΝΗΤΙΚΑ ΜΕΤΡΑ ΔΙΑ ΤΗΝ ΚΑΤΑΡΓΗΣΙΝ ΤΗΣ ΚΥΒΕΙΑΣ — [925, 178, 1551, 200]
refugee-voice-name: Η «ΠΡΟΣΦΥΓΙΚΗ ΦΩΝΗ» — [1085, 1234, 1223, 1268]
feraskina-dose-label: ΔΟΣΙΣ: — [1305, 1845, 1384, 1870]
ship2-address: (Κουντουριώτου 19 τηλέφ. 11—53) — [127, 858, 333, 873]
foreign-exchanges-text: Σῖτος: Λίβερπουλ Ὀκτώβριος 11[4], Δεκέμβριος 10[9 3[4, Σικάγον (κλείσιμον «σεντς») Μάϊος 166[3[8, Σεπτέμβριος 165 1[4, Δεκέμβριος 163 5[8. Ζαχχάρεις Λονδῖνον Μάρτιος 16[0 3[4, Ἰούλιος 15[2 1[4, Δεκέμβριος 15[0 3[4. Καφές Νέας Ὑόρκης Σεπτέμβριος 18.82. Βαμβάκι Λίβερπουλ Αὐγούστος 12.75. — [466, 108, 666, 263]
elafos-products-1: ΣΙΝΔΟΝΟΠΑΝΑ ΠΕΡΚΑΛΙΑ ΧΑΣΕΔΕΣ — [18, 1140, 142, 1166]
agro-guard-text: ΚΑΣΤΟΡΙΑ 11.— Ἐξ ὀνόματος πάντων τῶν Ζαγοριτσάνης κατοίκων ἀπευθύνεται ἡ παράκλησις πρὸς τὸν Νομάρχην ὅπως ἀναλάβῃ τὴν ἀγροφυλακὴν ἐπὶ τῶν κτημάτων τῆς κοινότητος ἣν ἀμέσως ἐπεῖγει. — [1426, 624, 1586, 751]
railway-heading: ΣΙΔΗΡΟΔΡΟΜΟΙ ΕΛΛΗΝ. ΚΡΑΤΟΥΣ — [899, 1073, 1049, 1099]
ship3-heading: ΑΝΩΝΥΜΟΣ ΕΛΛΗΝΙΚΗ ΕΤΑΙΡΕΙΑ ΘΑΛΑΣΣΙΩΝ ΕΠΙΧΕΙΡΗΣΕΩΝ — [55, 887, 405, 918]
rate-value: 1.05 — [204, 218, 230, 233]
agro-guard-heading: Η ΑΓΡΟΦΥΛΑΚΗ — [1452, 608, 1560, 623]
news-subcolumn-c — [1248, 604, 1418, 1690]
doctor-entry: ΣΑΝΡΑ—Θ. ΒΑΓΙΑΝΝΙΔΗΣ Εἰδικὸς Νευρολόγος—Ψυχίατρος. Δέχεται εἰς τὸ ἰατρεῖον του ὁδὸς Παπαναστασίου ἀριθ. 4 ὥρας 4—7 μ. μ. — [672, 976, 872, 1040]
